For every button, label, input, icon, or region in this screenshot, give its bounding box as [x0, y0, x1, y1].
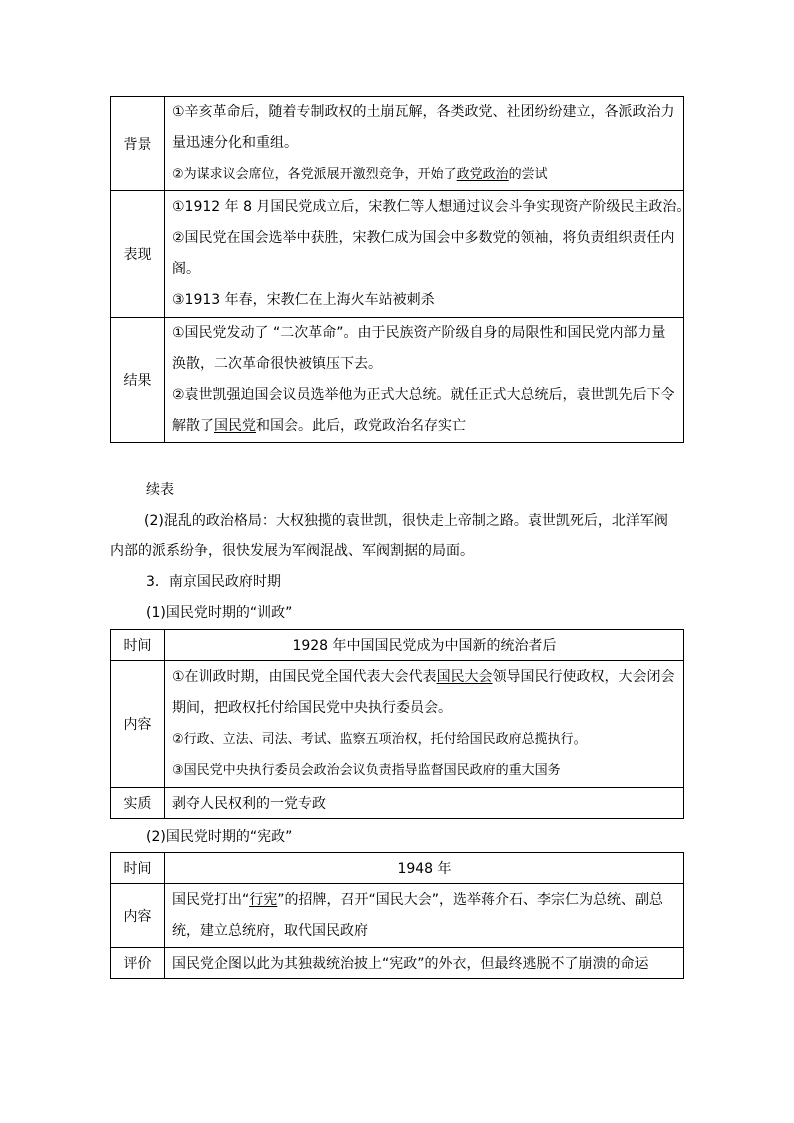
underlined-term: 国民党 [214, 418, 256, 434]
text-line: 涣散，二次革命很快被镇压下去。 [172, 356, 382, 372]
row-header-evaluation: 评价 [111, 948, 165, 979]
text-line: ①国民党发动了 “二次革命”。由于民族资产阶级自身的局限性和国民党内部力量 [172, 325, 666, 341]
underlined-term: 国民大会 [436, 669, 493, 685]
text-line: ①在训政时期，由国民党全国代表大会代表国民大会领导国民行使政权，大会闭会 [172, 669, 675, 685]
paragraph-line: (2)混乱的政治格局：大权独揽的袁世凯，很快走上帝制之路。袁世凯死后，北洋军阀 [144, 513, 668, 529]
text-line: ②国民党在国会选举中获胜，宋教仁成为国会中多数党的领袖，将负责组织责任内 [172, 230, 675, 246]
underlined-term: 行宪 [249, 891, 278, 908]
subsection-heading: (1)国民党时期的“训政” [146, 605, 293, 621]
table-row [111, 191, 684, 318]
table-tutelage [110, 629, 684, 819]
table-row [111, 318, 684, 443]
table-xinhai-aftermath [110, 96, 691, 443]
underlined-term: 政党政治 [456, 167, 509, 182]
cell-content [165, 661, 684, 788]
row-header-manifestation: 表现 [111, 191, 165, 318]
cell-time: 1928 年中国国民党成为中国新的统治者后 [165, 630, 684, 661]
text-line: ②为谋求议会席位，各党派展开激烈竞争，开始了政党政治的尝试 [172, 167, 548, 182]
section-heading: 3．南京国民政府时期 [146, 574, 281, 590]
row-header-content: 内容 [111, 661, 165, 788]
row-header-background: 背景 [111, 97, 165, 191]
cell-background [165, 97, 684, 191]
cell-essence: 剥夺人民权利的一党专政 [165, 788, 684, 819]
text-line: ②行政、立法、司法、考试、监察五项治权，托付给国民政府总揽执行。 [172, 732, 587, 747]
table-row [111, 630, 684, 661]
row-header-result: 结果 [111, 318, 165, 443]
text-line: ①1912 年 8 月国民党成立后，宋教仁等人想通过议会斗争实现资产阶级民主政治。 [172, 199, 691, 215]
table-row [111, 661, 684, 788]
cell-time: 1948 年 [165, 853, 684, 884]
cell-content [165, 884, 684, 948]
text-line: 国民党打出“行宪”的招牌，召开“国民大会”，选举蒋介石、李宗仁为总统、副总 [172, 891, 664, 908]
cell-manifestation [165, 191, 691, 318]
cell-result [165, 318, 684, 443]
cell-evaluation: 国民党企图以此为其独裁统治披上“宪政”的外衣，但最终逃脱不了崩溃的命运 [165, 948, 684, 979]
text-line: 解散了国民党和国会。此后，政党政治名存实亡 [172, 418, 466, 434]
text-line: ③1913 年春，宋教仁在上海火车站被刺杀 [172, 292, 435, 308]
table-row [111, 788, 684, 819]
text-line: 期间，把政权托付给国民党中央执行委员会。 [172, 700, 452, 716]
text-line: 量迅速分化和重组。 [172, 135, 298, 151]
subsection-heading: (2)国民党时期的“宪政” [146, 829, 293, 845]
table-row [111, 884, 684, 948]
text-line: ②袁世凯强迫国会议员选举他为正式大总统。就任正式大总统后，袁世凯先后下令 [172, 387, 675, 403]
row-header-essence: 实质 [111, 788, 165, 819]
row-header-content: 内容 [111, 884, 165, 948]
text-line: ③国民党中央执行委员会政治会议负责指导监督国民政府的重大国务 [172, 763, 561, 778]
continued-label: 续表 [146, 482, 174, 498]
text-line: ①辛亥革命后，随着专制政权的土崩瓦解，各类政党、社团纷纷建立，各派政治力 [172, 104, 675, 120]
text-line: 统，建立总统府，取代国民政府 [172, 922, 368, 939]
table-constitutional [110, 852, 684, 979]
row-header-time: 时间 [111, 630, 165, 661]
text-line: 阁。 [172, 261, 200, 277]
table-row [111, 948, 684, 979]
table-row [111, 97, 684, 191]
table-row [111, 853, 684, 884]
row-header-time: 时间 [111, 853, 165, 884]
paragraph-line: 内部的派系纷争，很快发展为军阀混战、军阀割据的局面。 [110, 543, 474, 559]
